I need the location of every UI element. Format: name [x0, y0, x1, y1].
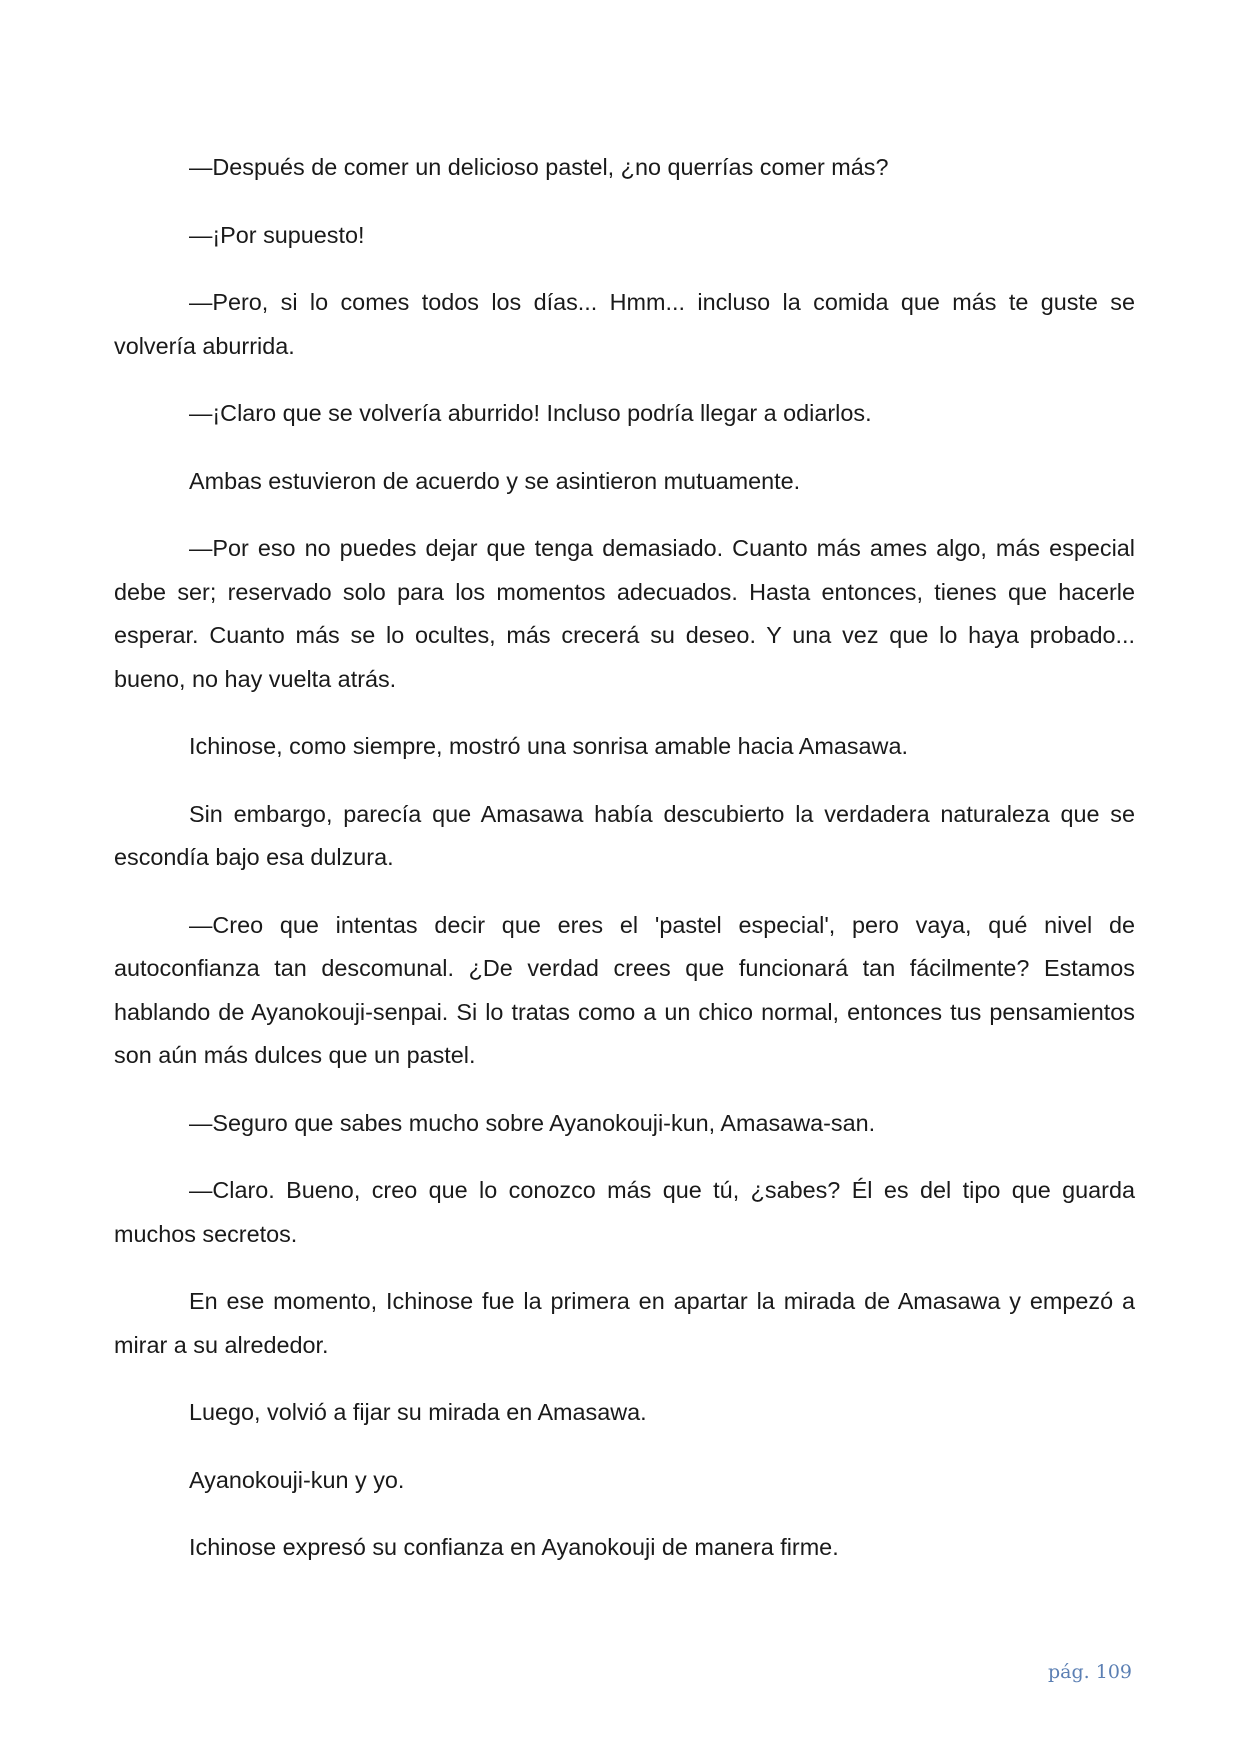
text-body — [114, 146, 1135, 1594]
paragraph-10: —Seguro que sabes mucho sobre Ayanokouji-kun, Amasawa-san. — [189, 1109, 876, 1136]
paragraph-2: —¡Por supuesto! — [189, 221, 365, 248]
paragraph-9: —Creo que intentas decir que eres el 'pastel especial', pero vaya, qué nivel de autoconfianza tan descomunal. ¿De verdad crees que funcionará tan fácilmente? Estamos hablando de Ayanokouji-senpai. Si lo tratas como a un chico normal, entonces tus pensamientos son aún más dulces que un pastel. — [114, 911, 1135, 1068]
page-number: pág. 109 — [1048, 1661, 1132, 1683]
paragraph-6: —Por eso no puedes dejar que tenga demasiado. Cuanto más ames algo, más especial debe ser; reservado solo para los momentos adecuados. Hasta entonces, tienes que hacerle esperar. Cuanto más se lo ocultes, más crecerá su deseo. Y una vez que lo haya probado... bueno, no hay vuelta atrás. — [114, 535, 1135, 692]
paragraph-5: Ambas estuvieron de acuerdo y se asintieron mutuamente. — [189, 467, 801, 494]
paragraph-15: Ichinose expresó su confianza en Ayanokouji de manera firme. — [189, 1534, 839, 1560]
paragraph-13: Luego, volvió a fijar su mirada en Amasawa. — [189, 1399, 647, 1425]
paragraph-3: —Pero, si lo comes todos los días... Hmm... incluso la comida que más te guste se volvería aburrida. — [114, 289, 1135, 359]
paragraph-8: Sin embargo, parecía que Amasawa había descubierto la verdadera naturaleza que se escondía bajo esa dulzura. — [114, 800, 1135, 870]
paragraph-4: —¡Claro que se volvería aburrido! Incluso podría llegar a odiarlos. — [189, 400, 872, 426]
paragraph-12: En ese momento, Ichinose fue la primera en apartar la mirada de Amasawa y empezó a mirar a su alrededor. — [114, 1288, 1135, 1358]
paragraph-11: —Claro. Bueno, creo que lo conozco más que tú, ¿sabes? Él es del tipo que guarda muchos secretos. — [114, 1177, 1135, 1247]
paragraph-1: —Después de comer un delicioso pastel, ¿no querrías comer más? — [189, 154, 889, 180]
paragraph-7: Ichinose, como siempre, mostró una sonrisa amable hacia Amasawa. — [189, 733, 908, 759]
paragraph-14: Ayanokouji-kun y yo. — [189, 1466, 405, 1493]
